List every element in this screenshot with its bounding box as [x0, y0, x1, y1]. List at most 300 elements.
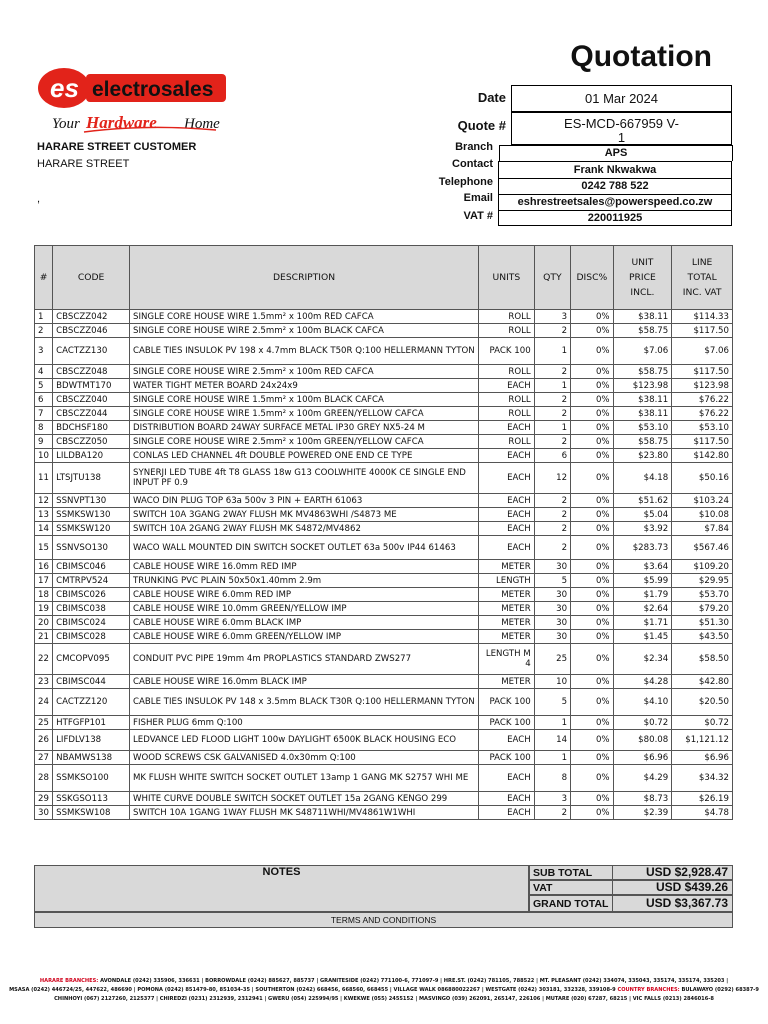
item-units: EACH — [479, 463, 535, 494]
item-line-total: $29.95 — [672, 574, 733, 588]
column-header: CODE — [53, 246, 130, 310]
table-row — [35, 338, 733, 365]
row-number: 7 — [35, 407, 53, 421]
item-code: BDCHSF180 — [53, 421, 130, 435]
item-code: CBIMSC026 — [53, 588, 130, 602]
item-units: PACK 100 — [479, 689, 535, 716]
email-value: eshrestreetsales@powerspeed.co.zw — [498, 194, 732, 210]
contact-value: Frank Nkwakwa — [498, 161, 732, 178]
item-discount: 0% — [571, 675, 613, 689]
branches-footer — [0, 977, 768, 1004]
item-unit-price: $80.08 — [613, 730, 672, 751]
item-line-total: $567.46 — [672, 536, 733, 560]
item-code: SSNVSO130 — [53, 536, 130, 560]
item-qty: 30 — [534, 630, 570, 644]
telephone-label: Telephone — [438, 176, 493, 188]
item-code: SSMKSO100 — [53, 765, 130, 792]
table-row — [35, 449, 733, 463]
item-unit-price: $5.04 — [613, 508, 672, 522]
grand-total-value: USD $3,367.73 — [645, 896, 728, 910]
telephone-value: 0242 788 522 — [498, 178, 732, 194]
item-line-total: $51.30 — [672, 616, 733, 630]
item-line-total: $7.06 — [672, 338, 733, 365]
item-code: CBSCZZ044 — [53, 407, 130, 421]
item-line-total: $79.20 — [672, 602, 733, 616]
table-row — [35, 765, 733, 792]
item-qty: 30 — [534, 602, 570, 616]
row-number: 13 — [35, 508, 53, 522]
item-description: CABLE HOUSE WIRE 16.0mm BLACK IMP — [130, 675, 479, 689]
item-unit-price: $38.11 — [613, 310, 672, 324]
item-discount: 0% — [571, 644, 613, 675]
item-unit-price: $51.62 — [613, 494, 672, 508]
item-line-total: $7.84 — [672, 522, 733, 536]
item-discount: 0% — [571, 765, 613, 792]
item-line-total: $53.70 — [672, 588, 733, 602]
email-label: Email — [463, 192, 493, 204]
item-code: CBSCZZ046 — [53, 324, 130, 338]
item-unit-price: $0.72 — [613, 716, 672, 730]
item-description: CABLE HOUSE WIRE 10.0mm GREEN/YELLOW IMP — [130, 602, 479, 616]
table-row — [35, 588, 733, 602]
row-number: 2 — [35, 324, 53, 338]
vat-total-value: USD $439.26 — [655, 880, 728, 894]
item-description: DISTRIBUTION BOARD 24WAY SURFACE METAL IP30 GREY NX5-24 M — [130, 421, 479, 435]
item-qty: 2 — [534, 407, 570, 421]
item-qty: 5 — [534, 689, 570, 716]
item-code: SSMKSW120 — [53, 522, 130, 536]
item-line-total: $10.08 — [672, 508, 733, 522]
item-code: HTFGFP101 — [53, 716, 130, 730]
item-discount: 0% — [571, 407, 613, 421]
item-unit-price: $2.64 — [613, 602, 672, 616]
item-units: EACH — [479, 806, 535, 820]
item-code: CACTZZ130 — [53, 338, 130, 365]
row-number: 6 — [35, 393, 53, 407]
item-units: PACK 100 — [479, 751, 535, 765]
row-number: 17 — [35, 574, 53, 588]
item-discount: 0% — [571, 602, 613, 616]
item-discount: 0% — [571, 730, 613, 751]
table-row — [35, 792, 733, 806]
vat-number-label: VAT # — [463, 210, 493, 222]
item-description: WATER TIGHT METER BOARD 24x24x9 — [130, 379, 479, 393]
column-header: LINE TOTAL INC. VAT — [672, 246, 733, 310]
item-unit-price: $1.45 — [613, 630, 672, 644]
column-header: DESCRIPTION — [130, 246, 479, 310]
item-line-total: $43.50 — [672, 630, 733, 644]
item-line-total: $117.50 — [672, 435, 733, 449]
item-unit-price: $58.75 — [613, 324, 672, 338]
quote-label: Quote # — [457, 118, 506, 133]
item-code: CBIMSC038 — [53, 602, 130, 616]
branch-value: APS — [499, 145, 733, 161]
table-row — [35, 560, 733, 574]
item-qty: 1 — [534, 716, 570, 730]
row-number: 22 — [35, 644, 53, 675]
item-units: EACH — [479, 449, 535, 463]
item-units: ROLL — [479, 365, 535, 379]
row-number: 21 — [35, 630, 53, 644]
item-qty: 1 — [534, 338, 570, 365]
item-qty: 30 — [534, 616, 570, 630]
date-value: 01 Mar 2024 — [511, 85, 732, 112]
table-row — [35, 324, 733, 338]
item-units: EACH — [479, 421, 535, 435]
customer-extra: , — [37, 193, 41, 205]
grand-total-row — [529, 895, 733, 912]
item-qty: 14 — [534, 730, 570, 751]
item-units: LENGTH — [479, 574, 535, 588]
item-qty: 5 — [534, 574, 570, 588]
row-number: 10 — [35, 449, 53, 463]
table-row — [35, 616, 733, 630]
table-row — [35, 675, 733, 689]
vat-total-label: VAT — [533, 882, 553, 894]
item-units: ROLL — [479, 407, 535, 421]
item-units: EACH — [479, 536, 535, 560]
subtotal-value: USD $2,928.47 — [645, 865, 728, 879]
item-units: EACH — [479, 522, 535, 536]
table-header-row — [35, 246, 733, 310]
item-line-total: $4.78 — [672, 806, 733, 820]
item-line-total: $142.80 — [672, 449, 733, 463]
item-unit-price: $6.96 — [613, 751, 672, 765]
item-code: CBSCZZ050 — [53, 435, 130, 449]
table-row — [35, 435, 733, 449]
table-row — [35, 630, 733, 644]
item-units: METER — [479, 616, 535, 630]
item-unit-price: $38.11 — [613, 407, 672, 421]
subtotal-row — [529, 865, 733, 880]
item-unit-price: $38.11 — [613, 393, 672, 407]
item-code: SSMKSW130 — [53, 508, 130, 522]
item-discount: 0% — [571, 494, 613, 508]
notes-box — [34, 865, 529, 912]
item-description: CABLE HOUSE WIRE 6.0mm RED IMP — [130, 588, 479, 602]
item-qty: 2 — [534, 522, 570, 536]
item-discount: 0% — [571, 630, 613, 644]
document-title: Quotation — [570, 40, 712, 73]
item-qty: 6 — [534, 449, 570, 463]
table-row — [35, 689, 733, 716]
item-code: CMTRPV524 — [53, 574, 130, 588]
item-description: WACO DIN PLUG TOP 63a 500v 3 PIN + EARTH 61063 — [130, 494, 479, 508]
terms-and-conditions: TERMS AND CONDITIONS — [34, 912, 733, 928]
item-discount: 0% — [571, 522, 613, 536]
item-qty: 10 — [534, 675, 570, 689]
row-number: 18 — [35, 588, 53, 602]
item-code: CBIMSC046 — [53, 560, 130, 574]
item-discount: 0% — [571, 393, 613, 407]
table-row — [35, 522, 733, 536]
item-description: WACO WALL MOUNTED DIN SWITCH SOCKET OUTLET 63a 500v IP44 61463 — [130, 536, 479, 560]
row-number: 14 — [35, 522, 53, 536]
column-header: UNIT PRICE INCL. — [613, 246, 672, 310]
table-row — [35, 463, 733, 494]
item-units: ROLL — [479, 435, 535, 449]
item-unit-price: $23.80 — [613, 449, 672, 463]
item-unit-price: $7.06 — [613, 338, 672, 365]
item-unit-price: $283.73 — [613, 536, 672, 560]
row-number: 30 — [35, 806, 53, 820]
date-label: Date — [477, 90, 506, 105]
item-description: SINGLE CORE HOUSE WIRE 2.5mm² x 100m GREEN/YELLOW CAFCA — [130, 435, 479, 449]
item-description: FISHER PLUG 6mm Q:100 — [130, 716, 479, 730]
item-line-total: $50.16 — [672, 463, 733, 494]
item-line-total: $42.80 — [672, 675, 733, 689]
row-number: 16 — [35, 560, 53, 574]
column-header: # — [35, 246, 53, 310]
item-line-total: $0.72 — [672, 716, 733, 730]
table-row — [35, 508, 733, 522]
item-description: CONLAS LED CHANNEL 4ft DOUBLE POWERED ONE END CE TYPE — [130, 449, 479, 463]
item-discount: 0% — [571, 588, 613, 602]
item-code: SSMKSW108 — [53, 806, 130, 820]
item-unit-price: $1.79 — [613, 588, 672, 602]
item-code: CBSCZZ040 — [53, 393, 130, 407]
table-row — [35, 730, 733, 751]
item-qty: 25 — [534, 644, 570, 675]
item-discount: 0% — [571, 449, 613, 463]
row-number: 20 — [35, 616, 53, 630]
row-number: 15 — [35, 536, 53, 560]
item-units: EACH — [479, 792, 535, 806]
item-discount: 0% — [571, 435, 613, 449]
item-units: ROLL — [479, 324, 535, 338]
item-description: CABLE HOUSE WIRE 16.0mm RED IMP — [130, 560, 479, 574]
item-line-total: $1,121.12 — [672, 730, 733, 751]
item-units: METER — [479, 602, 535, 616]
item-units: METER — [479, 675, 535, 689]
footer-line-3: CHINHOYI (067) 2127260, 2125377 | CHIREDZI (0231) 2312939, 2312941 | GWERU (054) 225994/95 | KWEKWE (055) 2455152 | MASVINGO (039) 262091, 265147, 226106 | MUTARE (020) 67287, 68215 | VIC FALLS (0213) 2846016-8 — [54, 996, 714, 1002]
row-number: 27 — [35, 751, 53, 765]
item-qty: 2 — [534, 435, 570, 449]
table-row — [35, 407, 733, 421]
item-line-total: $6.96 — [672, 751, 733, 765]
item-description: SINGLE CORE HOUSE WIRE 1.5mm² x 100m RED CAFCA — [130, 310, 479, 324]
row-number: 25 — [35, 716, 53, 730]
table-row — [35, 379, 733, 393]
branch-label: Branch — [455, 141, 493, 153]
item-units: EACH — [479, 508, 535, 522]
item-description: SINGLE CORE HOUSE WIRE 2.5mm² x 100m RED CAFCA — [130, 365, 479, 379]
column-header: DISC% — [571, 246, 613, 310]
item-units: EACH — [479, 765, 535, 792]
item-description: LEDVANCE LED FLOOD LIGHT 100w DAYLIGHT 6500K BLACK HOUSING ECO — [130, 730, 479, 751]
item-discount: 0% — [571, 792, 613, 806]
item-line-total: $109.20 — [672, 560, 733, 574]
svg-text:Your: Your — [52, 116, 80, 132]
item-unit-price: $2.34 — [613, 644, 672, 675]
item-qty: 3 — [534, 310, 570, 324]
table-row — [35, 644, 733, 675]
item-unit-price: $8.73 — [613, 792, 672, 806]
item-description: CABLE HOUSE WIRE 6.0mm BLACK IMP — [130, 616, 479, 630]
item-qty: 30 — [534, 588, 570, 602]
item-discount: 0% — [571, 508, 613, 522]
item-qty: 1 — [534, 751, 570, 765]
item-discount: 0% — [571, 716, 613, 730]
item-qty: 30 — [534, 560, 570, 574]
item-code: LILDBA120 — [53, 449, 130, 463]
item-qty: 12 — [534, 463, 570, 494]
item-units: ROLL — [479, 393, 535, 407]
item-code: CBIMSC028 — [53, 630, 130, 644]
item-qty: 3 — [534, 792, 570, 806]
item-unit-price: $5.99 — [613, 574, 672, 588]
customer-address: HARARE STREET — [37, 158, 130, 170]
item-unit-price: $4.29 — [613, 765, 672, 792]
item-description: WOOD SCREWS CSK GALVANISED 4.0x30mm Q:100 — [130, 751, 479, 765]
svg-text:Home: Home — [184, 116, 220, 132]
item-unit-price: $123.98 — [613, 379, 672, 393]
grand-total-label: GRAND TOTAL — [533, 898, 609, 910]
row-number: 24 — [35, 689, 53, 716]
item-line-total: $20.50 — [672, 689, 733, 716]
item-units: EACH — [479, 379, 535, 393]
item-description: WHITE CURVE DOUBLE SWITCH SOCKET OUTLET 15a 2GANG KENGO 299 — [130, 792, 479, 806]
item-line-total: $114.33 — [672, 310, 733, 324]
item-units: ROLL — [479, 310, 535, 324]
item-discount: 0% — [571, 324, 613, 338]
item-code: CBSCZZ042 — [53, 310, 130, 324]
item-description: CABLE HOUSE WIRE 6.0mm GREEN/YELLOW IMP — [130, 630, 479, 644]
quote-value: ES-MCD-667959 V-1 — [511, 112, 732, 145]
item-code: SSKGSO113 — [53, 792, 130, 806]
svg-text:es: es — [50, 73, 79, 103]
table-row — [35, 716, 733, 730]
item-units: PACK 100 — [479, 716, 535, 730]
item-units: EACH — [479, 730, 535, 751]
row-number: 26 — [35, 730, 53, 751]
item-line-total: $26.19 — [672, 792, 733, 806]
row-number: 3 — [35, 338, 53, 365]
item-discount: 0% — [571, 365, 613, 379]
item-units: METER — [479, 588, 535, 602]
footer-line-2: MSASA (0242) 446724/25, 447622, 486690 | POMONA (0242) 851479-80, 851034-35 | SOUTHERTON (0242) 668456, 668560, 668455 | VILLAGE WALK 086880022267 | WESTGATE (0242) 303181, 332328, 339108-9 COUNTRY BRANCHES: BULAWAYO (0292) 68387-9 — [9, 987, 759, 993]
item-discount: 0% — [571, 560, 613, 574]
row-number: 11 — [35, 463, 53, 494]
item-discount: 0% — [571, 463, 613, 494]
item-code: CMCOPV095 — [53, 644, 130, 675]
vat-number-value: 220011925 — [498, 210, 732, 226]
item-code: CBIMSC044 — [53, 675, 130, 689]
item-units: LENGTH M 4 — [479, 644, 535, 675]
item-qty: 8 — [534, 765, 570, 792]
column-header: UNITS — [479, 246, 535, 310]
table-row — [35, 536, 733, 560]
item-unit-price: $2.39 — [613, 806, 672, 820]
item-discount: 0% — [571, 379, 613, 393]
notes-label: NOTES — [262, 866, 301, 878]
item-unit-price: $3.92 — [613, 522, 672, 536]
table-row — [35, 574, 733, 588]
contact-label: Contact — [452, 158, 493, 170]
table-row — [35, 365, 733, 379]
row-number: 8 — [35, 421, 53, 435]
row-number: 12 — [35, 494, 53, 508]
item-qty: 1 — [534, 379, 570, 393]
item-unit-price: $58.75 — [613, 365, 672, 379]
row-number: 4 — [35, 365, 53, 379]
item-qty: 2 — [534, 806, 570, 820]
row-number: 9 — [35, 435, 53, 449]
item-code: LTSJTU138 — [53, 463, 130, 494]
item-code: SSNVPT130 — [53, 494, 130, 508]
item-description: SINGLE CORE HOUSE WIRE 1.5mm² x 100m GREEN/YELLOW CAFCA — [130, 407, 479, 421]
item-qty: 2 — [534, 393, 570, 407]
table-row — [35, 310, 733, 324]
row-number: 29 — [35, 792, 53, 806]
item-discount: 0% — [571, 310, 613, 324]
table-row — [35, 393, 733, 407]
item-discount: 0% — [571, 751, 613, 765]
item-unit-price: $58.75 — [613, 435, 672, 449]
item-unit-price: $53.10 — [613, 421, 672, 435]
item-line-total: $58.50 — [672, 644, 733, 675]
item-units: PACK 100 — [479, 338, 535, 365]
row-number: 23 — [35, 675, 53, 689]
item-line-total: $76.22 — [672, 393, 733, 407]
item-discount: 0% — [571, 536, 613, 560]
item-line-total: $34.32 — [672, 765, 733, 792]
item-code: NBAMWS138 — [53, 751, 130, 765]
item-unit-price: $4.18 — [613, 463, 672, 494]
svg-text:Hardware: Hardware — [86, 113, 157, 132]
subtotal-label: SUB TOTAL — [533, 867, 593, 879]
vat-row — [529, 880, 733, 895]
item-line-total: $103.24 — [672, 494, 733, 508]
item-code: CACTZZ120 — [53, 689, 130, 716]
item-unit-price: $4.28 — [613, 675, 672, 689]
logo-wordmark: electrosales — [92, 78, 214, 101]
table-row — [35, 421, 733, 435]
item-line-total: $117.50 — [672, 324, 733, 338]
item-qty: 2 — [534, 324, 570, 338]
table-row — [35, 806, 733, 820]
item-description: SWITCH 10A 2GANG 2WAY FLUSH MK S4872/MV4862 — [130, 522, 479, 536]
item-description: CABLE TIES INSULOK PV 148 x 3.5mm BLACK T30R Q:100 HELLERMANN TYTON — [130, 689, 479, 716]
item-unit-price: $1.71 — [613, 616, 672, 630]
table-row — [35, 751, 733, 765]
item-line-total: $123.98 — [672, 379, 733, 393]
item-discount: 0% — [571, 616, 613, 630]
item-qty: 2 — [534, 365, 570, 379]
company-logo — [36, 66, 228, 136]
table-row — [35, 494, 733, 508]
item-discount: 0% — [571, 574, 613, 588]
item-description: TRUNKING PVC PLAIN 50x50x1.40mm 2.9m — [130, 574, 479, 588]
item-discount: 0% — [571, 421, 613, 435]
row-number: 28 — [35, 765, 53, 792]
item-units: EACH — [479, 494, 535, 508]
item-discount: 0% — [571, 689, 613, 716]
item-code: CBIMSC024 — [53, 616, 130, 630]
column-header: QTY — [534, 246, 570, 310]
table-row — [35, 602, 733, 616]
item-line-total: $53.10 — [672, 421, 733, 435]
item-description: MK FLUSH WHITE SWITCH SOCKET OUTLET 13amp 1 GANG MK S2757 WHI ME — [130, 765, 479, 792]
item-qty: 2 — [534, 494, 570, 508]
item-qty: 1 — [534, 421, 570, 435]
customer-name: HARARE STREET CUSTOMER — [37, 141, 197, 153]
item-qty: 2 — [534, 508, 570, 522]
footer-line-1: HARARE BRANCHES: AVONDALE (0242) 335906, 336631 | BORROWDALE (0242) 885627, 885737 | GRANITESIDE (0242) 771100-6, 771097-9 | HRE.ST. (0242) 781105, 788522 | MT. PLEASANT (0242) 334074, 335043, 335174, 335174, 335203 | — [39, 978, 729, 984]
item-line-total: $117.50 — [672, 365, 733, 379]
item-discount: 0% — [571, 806, 613, 820]
item-unit-price: $3.64 — [613, 560, 672, 574]
